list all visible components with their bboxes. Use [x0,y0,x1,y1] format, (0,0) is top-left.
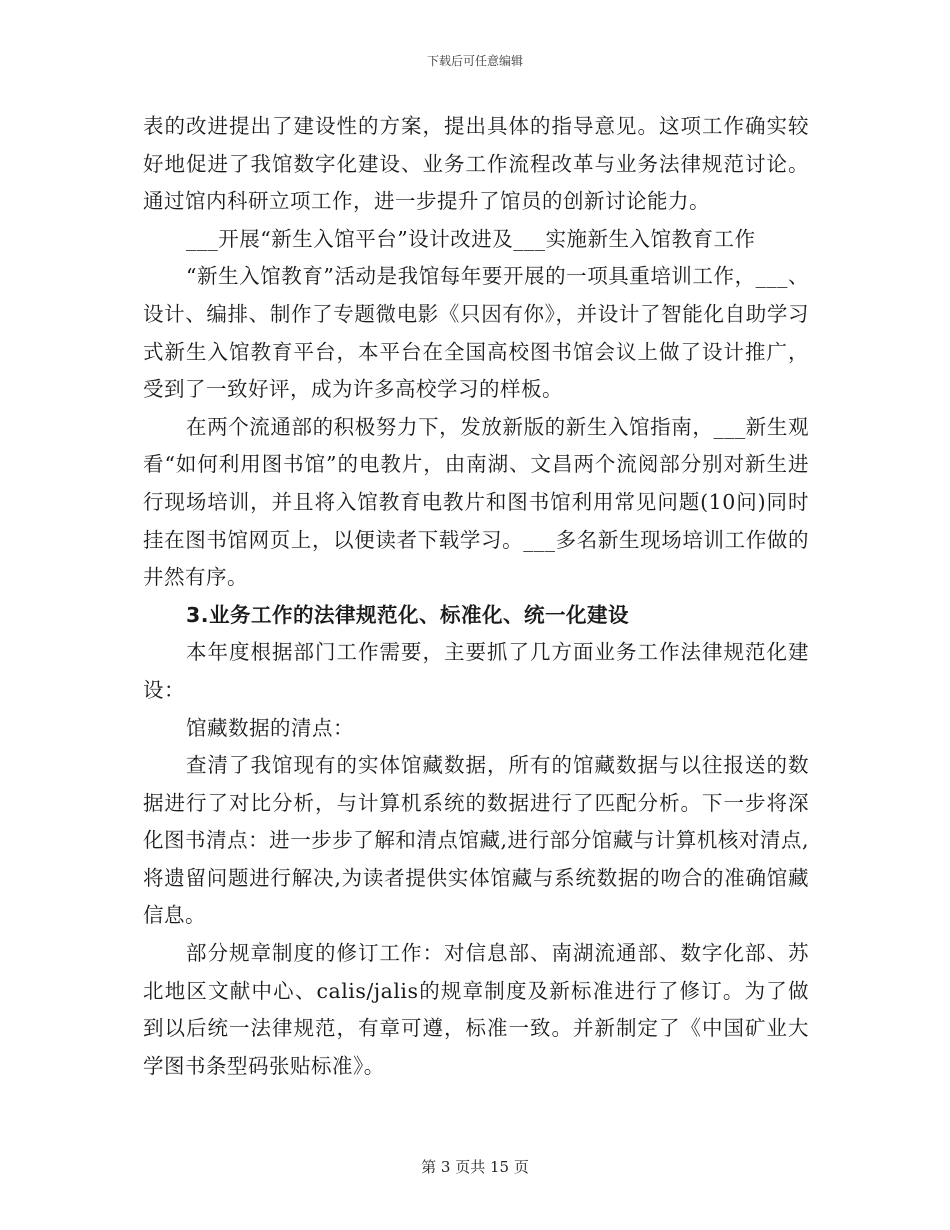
paragraph-continuation: 表的改进提出了建设性的方案，提出具体的指导意见。这项工作确实较好地促进了我馆数字化建设、业务工作流程改革与业务法律规范讨论。通过馆内科研立项工作，进一步提升了馆员的创新讨论能力。 [143,114,809,214]
paragraph-collection-inventory-title: 馆藏数据的清点： [186,715,354,740]
paragraph-annual-standardization: 本年度根据部门工作需要，主要抓了几方面业务工作法律规范化建设： [143,640,809,702]
paragraph-regulation-revision: 部分规章制度的修订工作：对信息部、南湖流通部、数字化部、苏北地区文献中心、calis/jalis的规章制度及新标准进行了修订。为了做到以后统一法律规范，有章可遵，标准一致。并新制定了《中国矿业大学图书条型码张贴标准》。 [143,941,809,1078]
page-header-note: 下载后可任意编辑 [426,54,523,68]
document-body [143,108,809,1085]
page-number: 第 3 页共 15 页 [421,1158,529,1176]
paragraph-collection-inventory: 查清了我馆现有的实体馆藏数据，所有的馆藏数据与以往报送的数据进行了对比分析，与计算机系统的数据进行了匹配分析。下一步将深化图书清点：进一步步了解和清点馆藏,进行部分馆藏与计算机核对清点,将遗留问题进行解决,为读者提供实体馆藏与系统数据的吻合的准确馆藏信息。 [143,753,809,928]
section-heading-standardization: 3.业务工作的法律规范化、标准化、统一化建设 [186,602,630,627]
paragraph-new-student-education: “新生入馆教育”活动是我馆每年要开展的一项具重培训工作，___、设计、编排、制作了专题微电影《只因有你》，并设计了智能化自助学习式新生入馆教育平台，本平台在全国高校图书馆会议上做了设计推广，受到了一致好评，成为许多高校学习的样板。 [143,264,809,402]
paragraph-subheading-new-student-platform: ___开展“新生入馆平台”设计改进及___实施新生入馆教育工作 [186,226,756,251]
paragraph-circulation-departments: 在两个流通部的积极努力下，发放新版的新生入馆指南，___新生观看“如何利用图书馆”的电教片，由南湖、文昌两个流阅部分别对新生进行现场培训，并且将入馆教育电教片和图书馆利用常见问题(10问)同时挂在图书馆网页上，以便读者下载学习。___多名新生现场培训工作做的井然有序。 [143,414,809,590]
